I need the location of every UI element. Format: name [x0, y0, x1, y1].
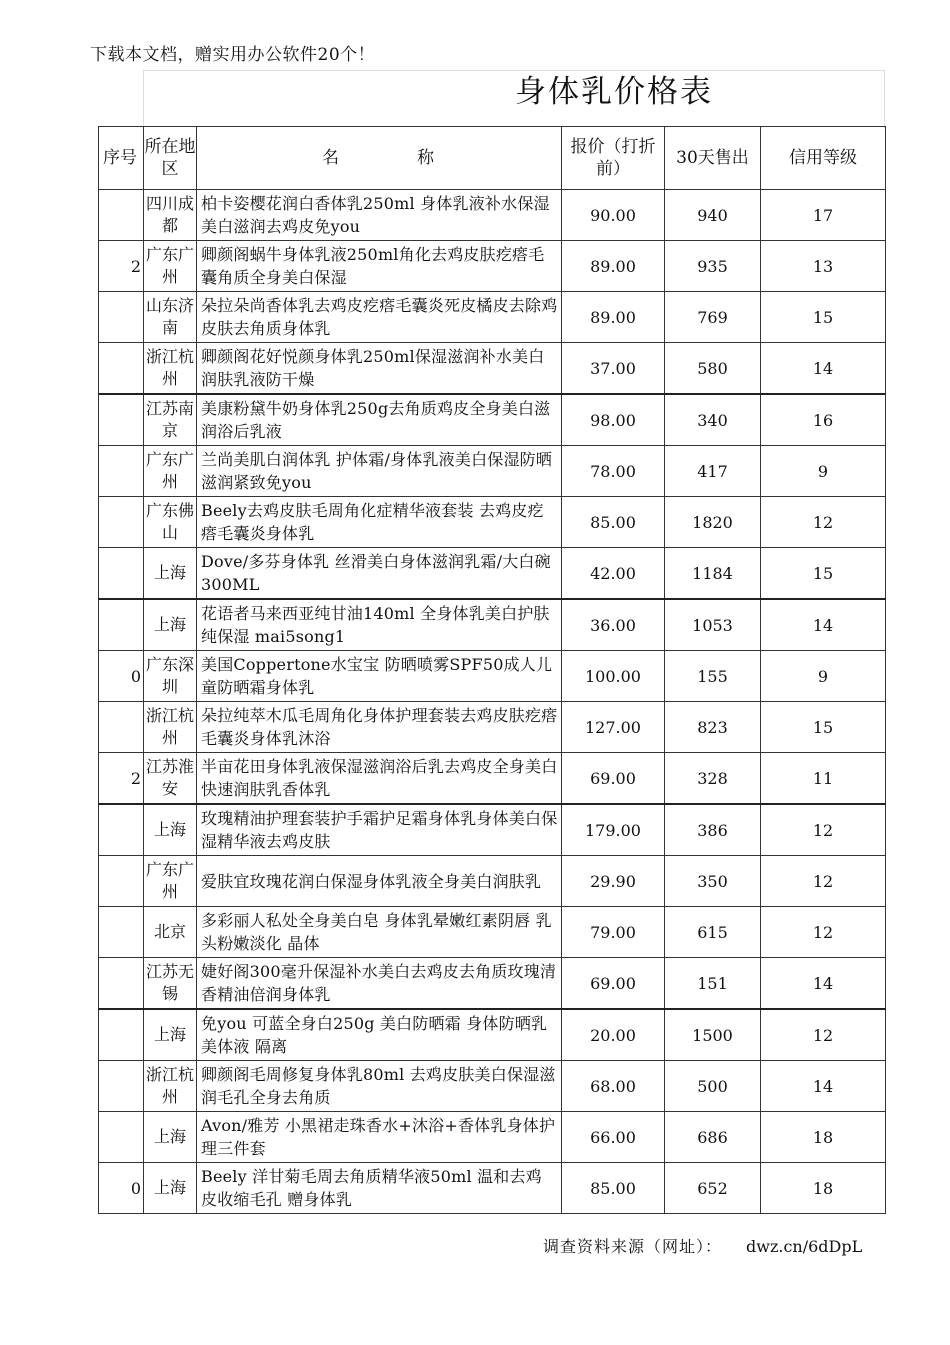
cell-sold: 151 [665, 958, 761, 1010]
cell-name: 柏卡姿樱花润白香体乳250ml 身体乳液补水保湿美白滋润去鸡皮免you [197, 190, 562, 241]
cell-credit: 15 [761, 702, 886, 753]
cell-sold: 417 [665, 446, 761, 497]
cell-region: 广东广州 [144, 856, 197, 907]
cell-seq [99, 1112, 144, 1163]
cell-region: 江苏南京 [144, 394, 197, 446]
cell-credit: 14 [761, 599, 886, 651]
cell-credit: 12 [761, 804, 886, 856]
header-name: 名 称 [197, 127, 562, 190]
table-row [99, 856, 886, 907]
cell-name: 爱肤宜玫瑰花润白保湿身体乳液全身美白润肤乳 [197, 856, 562, 907]
cell-price: 68.00 [562, 1061, 665, 1112]
cell-price: 85.00 [562, 1163, 665, 1214]
table-row [99, 804, 886, 856]
cell-region: 浙江杭州 [144, 702, 197, 753]
cell-credit: 11 [761, 753, 886, 805]
table-row [99, 753, 886, 805]
cell-sold: 940 [665, 190, 761, 241]
table-row [99, 343, 886, 395]
cell-seq [99, 599, 144, 651]
cell-credit: 15 [761, 548, 886, 600]
cell-price: 98.00 [562, 394, 665, 446]
cell-price: 66.00 [562, 1112, 665, 1163]
cell-region: 浙江杭州 [144, 343, 197, 395]
cell-region: 广东广州 [144, 241, 197, 292]
cell-region: 北京 [144, 907, 197, 958]
cell-seq: 2 [99, 753, 144, 805]
cell-price: 36.00 [562, 599, 665, 651]
cell-price: 100.00 [562, 651, 665, 702]
cell-price: 20.00 [562, 1009, 665, 1061]
table-body [99, 190, 886, 1214]
cell-credit: 15 [761, 292, 886, 343]
cell-region: 浙江杭州 [144, 1061, 197, 1112]
table-row [99, 1163, 886, 1214]
cell-price: 37.00 [562, 343, 665, 395]
cell-region: 山东济南 [144, 292, 197, 343]
cell-region: 上海 [144, 548, 197, 600]
table-row [99, 241, 886, 292]
table-row [99, 446, 886, 497]
cell-region: 上海 [144, 599, 197, 651]
cell-seq [99, 804, 144, 856]
cell-region: 广东佛山 [144, 497, 197, 548]
cell-sold: 1184 [665, 548, 761, 600]
cell-price: 85.00 [562, 497, 665, 548]
header-price: 报价（打折前） [562, 127, 665, 190]
table-row [99, 190, 886, 241]
source-note [543, 1234, 862, 1257]
cell-seq [99, 292, 144, 343]
cell-credit: 18 [761, 1163, 886, 1214]
cell-credit: 14 [761, 958, 886, 1010]
cell-price: 69.00 [562, 753, 665, 805]
table-row [99, 907, 886, 958]
cell-sold: 340 [665, 394, 761, 446]
cell-seq [99, 1009, 144, 1061]
cell-name: 朵拉朵尚香体乳去鸡皮疙瘩毛囊炎死皮橘皮去除鸡皮肤去角质身体乳 [197, 292, 562, 343]
cell-region: 上海 [144, 1112, 197, 1163]
cell-sold: 769 [665, 292, 761, 343]
cell-sold: 1820 [665, 497, 761, 548]
cell-credit: 12 [761, 907, 886, 958]
cell-name: Beely去鸡皮肤毛周角化症精华液套装 去鸡皮疙瘩毛囊炎身体乳 [197, 497, 562, 548]
cell-price: 79.00 [562, 907, 665, 958]
cell-credit: 14 [761, 343, 886, 395]
cell-name: 玫瑰精油护理套装护手霜护足霜身体乳身体美白保湿精华液去鸡皮肤 [197, 804, 562, 856]
cell-region: 广东广州 [144, 446, 197, 497]
cell-seq [99, 497, 144, 548]
table-row [99, 599, 886, 651]
cell-price: 78.00 [562, 446, 665, 497]
cell-seq [99, 446, 144, 497]
cell-name: 卿颜阁花好悦颜身体乳250ml保湿滋润补水美白润肤乳液防干燥 [197, 343, 562, 395]
header-row [99, 127, 886, 190]
cell-sold: 350 [665, 856, 761, 907]
cell-credit: 17 [761, 190, 886, 241]
cell-region: 江苏淮安 [144, 753, 197, 805]
cell-price: 29.90 [562, 856, 665, 907]
cell-name: Dove/多芬身体乳 丝滑美白身体滋润乳霜/大白碗 300ML [197, 548, 562, 600]
cell-name: 卿颜阁蜗牛身体乳液250ml角化去鸡皮肤疙瘩毛囊角质全身美白保湿 [197, 241, 562, 292]
cell-seq [99, 1061, 144, 1112]
cell-credit: 12 [761, 497, 886, 548]
cell-region: 上海 [144, 1009, 197, 1061]
cell-price: 127.00 [562, 702, 665, 753]
cell-sold: 580 [665, 343, 761, 395]
cell-region: 广东深圳 [144, 651, 197, 702]
table-row [99, 394, 886, 446]
title-frame [143, 70, 885, 128]
cell-price: 89.00 [562, 292, 665, 343]
page-title: 身体乳价格表 [515, 74, 713, 110]
cell-name: 卿颜阁毛周修复身体乳80ml 去鸡皮肤美白保湿滋润毛孔全身去角质 [197, 1061, 562, 1112]
cell-price: 90.00 [562, 190, 665, 241]
cell-name: 免you 可蓝全身白250g 美白防晒霜 身体防晒乳 美体液 隔离 [197, 1009, 562, 1061]
source-label: 调查资料来源（网址）： [543, 1237, 723, 1256]
cell-sold: 155 [665, 651, 761, 702]
cell-name: 婕好阁300毫升保湿补水美白去鸡皮去角质玫瑰清香精油倍润身体乳 [197, 958, 562, 1010]
cell-sold: 328 [665, 753, 761, 805]
cell-sold: 500 [665, 1061, 761, 1112]
cell-name: 半亩花田身体乳液保湿滋润浴后乳去鸡皮全身美白快速润肤乳香体乳 [197, 753, 562, 805]
cell-sold: 386 [665, 804, 761, 856]
header-region: 所在地区 [144, 127, 197, 190]
cell-price: 42.00 [562, 548, 665, 600]
source-url: dwz.cn/6dDpL [746, 1237, 863, 1256]
header-sold: 30天售出 [665, 127, 761, 190]
cell-price: 89.00 [562, 241, 665, 292]
cell-seq [99, 958, 144, 1010]
cell-price: 179.00 [562, 804, 665, 856]
cell-sold: 1500 [665, 1009, 761, 1061]
cell-seq [99, 190, 144, 241]
cell-credit: 18 [761, 1112, 886, 1163]
cell-sold: 615 [665, 907, 761, 958]
table-row [99, 1061, 886, 1112]
cell-sold: 652 [665, 1163, 761, 1214]
cell-seq [99, 548, 144, 600]
table-row [99, 702, 886, 753]
cell-name: Beely 洋甘菊毛周去角质精华液50ml 温和去鸡皮收缩毛孔 赠身体乳 [197, 1163, 562, 1214]
cell-name: 朵拉纯萃木瓜毛周角化身体护理套装去鸡皮肤疙瘩毛囊炎身体乳沐浴 [197, 702, 562, 753]
cell-credit: 14 [761, 1061, 886, 1112]
cell-credit: 9 [761, 446, 886, 497]
cell-credit: 13 [761, 241, 886, 292]
cell-sold: 686 [665, 1112, 761, 1163]
cell-seq [99, 907, 144, 958]
table-row [99, 292, 886, 343]
cell-seq [99, 856, 144, 907]
table-row [99, 1112, 886, 1163]
promo-text: 下载本文档，赠实用办公软件20个！ [90, 45, 376, 65]
cell-sold: 823 [665, 702, 761, 753]
cell-name: 花语者马来西亚纯甘油140ml 全身体乳美白护肤纯保湿 mai5song1 [197, 599, 562, 651]
cell-sold: 1053 [665, 599, 761, 651]
cell-credit: 9 [761, 651, 886, 702]
cell-price: 69.00 [562, 958, 665, 1010]
cell-sold: 935 [665, 241, 761, 292]
cell-credit: 16 [761, 394, 886, 446]
header-seq: 序号 [99, 127, 144, 190]
table-row [99, 651, 886, 702]
cell-seq: 2 [99, 241, 144, 292]
table-row [99, 958, 886, 1010]
cell-credit: 12 [761, 1009, 886, 1061]
table-row [99, 1009, 886, 1061]
cell-region: 四川成都 [144, 190, 197, 241]
table-row [99, 548, 886, 600]
cell-name: 兰尚美肌白润体乳 护体霜/身体乳液美白保湿防晒滋润紧致免you [197, 446, 562, 497]
cell-region: 江苏无锡 [144, 958, 197, 1010]
cell-seq: 0 [99, 1163, 144, 1214]
cell-seq [99, 343, 144, 395]
header-credit: 信用等级 [761, 127, 886, 190]
cell-name: 美国Coppertone水宝宝 防晒喷雾SPF50成人儿童防晒霜身体乳 [197, 651, 562, 702]
cell-credit: 12 [761, 856, 886, 907]
cell-seq: 0 [99, 651, 144, 702]
price-table [98, 126, 886, 1214]
cell-seq [99, 702, 144, 753]
cell-name: Avon/雅芳 小黑裙走珠香水+沐浴+香体乳身体护理三件套 [197, 1112, 562, 1163]
cell-seq [99, 394, 144, 446]
cell-region: 上海 [144, 804, 197, 856]
table-row [99, 497, 886, 548]
cell-name: 多彩丽人私处全身美白皂 身体乳晕嫩红素阴唇 乳头粉嫩淡化 晶体 [197, 907, 562, 958]
cell-region: 上海 [144, 1163, 197, 1214]
cell-name: 美康粉黛牛奶身体乳250g去角质鸡皮全身美白滋润浴后乳液 [197, 394, 562, 446]
